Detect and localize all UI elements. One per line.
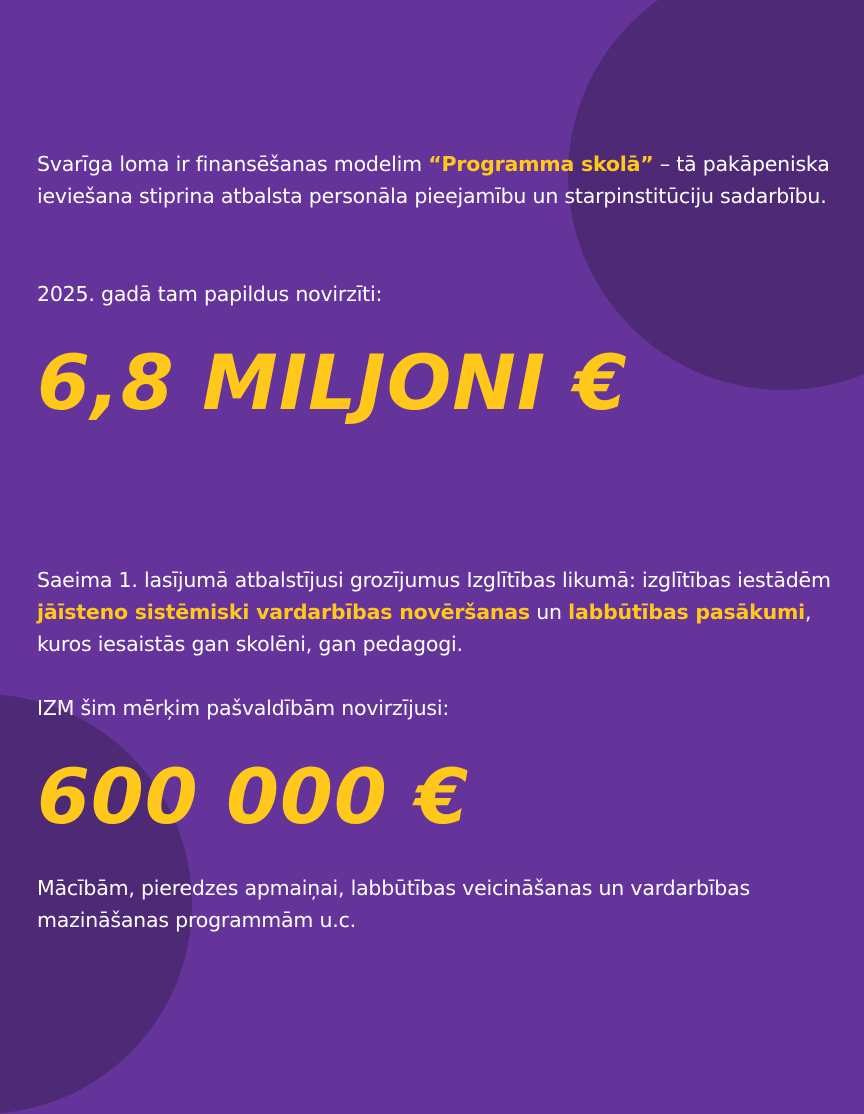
municipality-funding-amount: 600 000 € bbox=[37, 752, 470, 841]
programme-name-highlight: “Programma skolā” bbox=[428, 152, 654, 176]
funding-purpose-note: Mācībām, pieredzes apmaiņai, labbūtības veicināšanas un vardarbības mazināšanas programmām u.c. bbox=[37, 876, 750, 932]
law-amendments-middle: un bbox=[529, 600, 569, 624]
law-amendments-after: , kuros iesaistās gan skolēni, gan pedagogi. bbox=[37, 600, 812, 656]
violence-prevention-highlight: jāīsteno sistēmiski vardarbības novēršanas bbox=[37, 600, 530, 624]
law-amendments-text bbox=[37, 564, 852, 660]
municipality-funding-lead: IZM šim mērķim pašvaldībām novirzījusi: bbox=[37, 696, 450, 720]
programme-intro-before: Svarīga loma ir finansēšanas modelim bbox=[37, 152, 429, 176]
wellbeing-measures-highlight: labbūtības pasākumi bbox=[568, 600, 805, 624]
law-amendments-before: Saeima 1. lasījumā atbalstījusi grozījumus Izglītības likumā: izglītības iestādēm bbox=[37, 568, 831, 592]
funding-2025-lead: 2025. gadā tam papildus novirzīti: bbox=[37, 282, 383, 306]
funding-2025-amount: 6,8 MILJONI € bbox=[37, 338, 628, 427]
programme-intro-text bbox=[37, 148, 852, 212]
programme-intro-after: – tā pakāpeniska ieviešana stiprina atbalsta personāla pieejamību un starpinstitūciju sadarbību. bbox=[37, 152, 830, 208]
